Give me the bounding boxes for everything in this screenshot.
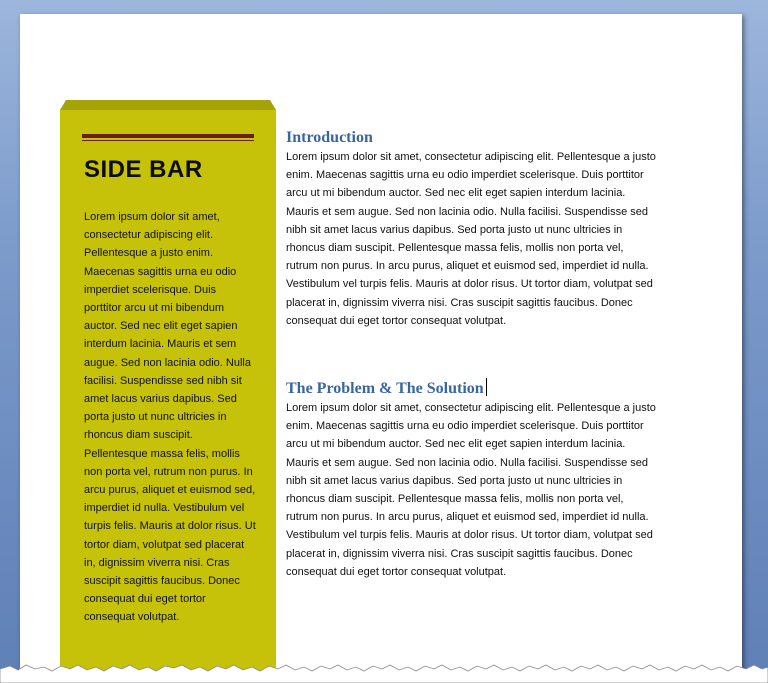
section-heading[interactable] bbox=[286, 378, 658, 399]
section-problem-solution bbox=[286, 378, 658, 581]
sidebar-divider bbox=[82, 134, 254, 141]
sidebar-title[interactable]: SIDE BAR bbox=[84, 156, 203, 183]
sidebar-body-text[interactable]: Lorem ipsum dolor sit amet, consectetur adipiscing elit. Pellentesque a justo enim. Maecenas sagittis urna eu odio imperdiet scelerisque. Duis porttitor arcu ut mi bibendum auctor. Sed nec elit eget sapien interdum lacinia. Mauris et sem augue. Sed non lacinia odio. Nulla facilisi. Suspendisse sed nibh sit amet lacus varius dapibus. Sed porta justo ut nunc ultricies in rhoncus diam suscipit. Pellentesque massa felis, mollis non porta vel, rutrum non purus. In arcu purus, aliquet et euismod sed, imperdiet id nulla. Vestibulum vel turpis felis. Mauris at dolor risus. Ut tortor diam, volutpat sed placerat in, dignissim viverra nisi. Cras suscipit sagittis faucibus. Donec consequat dui eget tortor consequat volutpat. bbox=[84, 211, 256, 624]
sidebar-bevel bbox=[60, 100, 276, 110]
torn-edge-mask bbox=[0, 655, 768, 683]
section-heading[interactable]: Introduction bbox=[286, 129, 373, 146]
section-body-text[interactable]: Lorem ipsum dolor sit amet, consectetur adipiscing elit. Pellentesque a justo enim. Maecenas sagittis urna eu odio imperdiet scelerisque. Duis porttitor arcu ut mi bibendum auctor. Sed nec elit eget sapien interdum lacinia. Mauris et sem augue. Sed non lacinia odio. Nulla facilisi. Suspendisse sed nibh sit amet lacus varius dapibus. Sed porta justo ut nunc ultricies in rhoncus diam suscipit. Pellentesque massa felis, mollis non porta vel, rutrum non purus. In arcu purus, aliquet et euismod sed, imperdiet id nulla. Vestibulum vel turpis felis. Mauris at dolor risus. Ut tortor diam, volutpat sed placerat in, dignissim viverra nisi. Cras suscipit sagittis faucibus. Donec consequat dui eget tortor consequat volutpat. bbox=[286, 151, 656, 327]
section-heading-text[interactable]: The Problem & The Solution bbox=[286, 380, 484, 397]
section-body-text[interactable]: Lorem ipsum dolor sit amet, consectetur adipiscing elit. Pellentesque a justo enim. Maecenas sagittis urna eu odio imperdiet scelerisque. Duis porttitor arcu ut mi bibendum auctor. Sed nec elit eget sapien interdum lacinia. Mauris et sem augue. Sed non lacinia odio. Nulla facilisi. Suspendisse sed nibh sit amet lacus varius dapibus. Sed porta justo ut nunc ultricies in rhoncus diam suscipit. Pellentesque massa felis, mollis non porta vel, rutrum non purus. In arcu purus, aliquet et euismod sed, imperdiet id nulla. Vestibulum vel turpis felis. Mauris at dolor risus. Ut tortor diam, volutpat sed placerat in, dignissim viverra nisi. Cras suscipit sagittis faucibus. Donec consequat dui eget tortor consequat volutpat. bbox=[286, 402, 656, 578]
sidebar-box[interactable] bbox=[60, 110, 276, 683]
text-cursor bbox=[486, 378, 487, 396]
document-page[interactable] bbox=[20, 14, 742, 683]
section-introduction bbox=[286, 128, 658, 330]
